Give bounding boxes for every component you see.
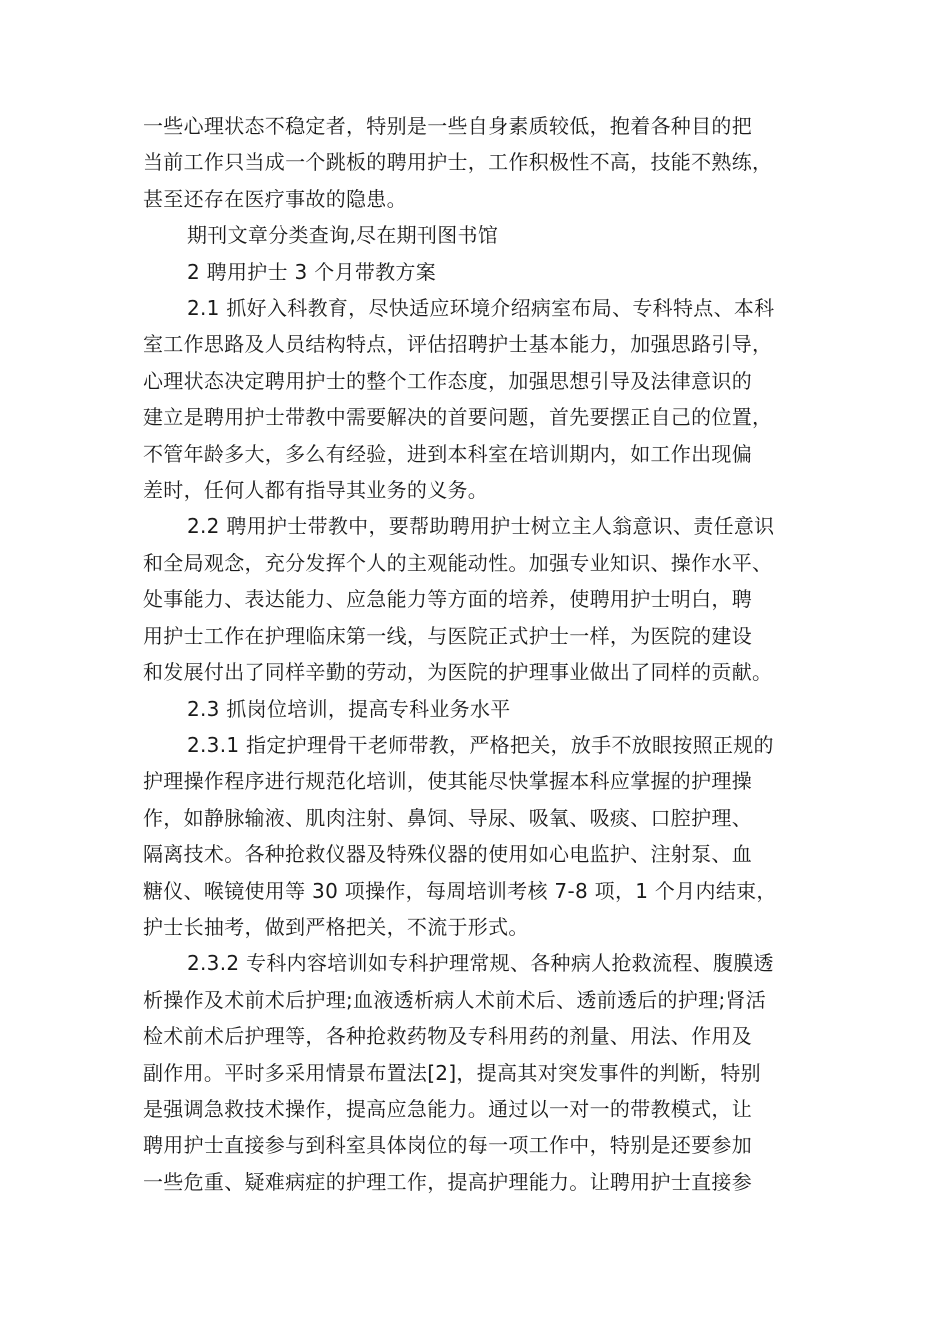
text-line: 糖仪、喉镜使用等 30 项操作，每周培训考核 7-8 项，1 个月内结束， <box>143 878 777 903</box>
text-line: 护士长抽考，做到严格把关，不流于形式。 <box>143 914 529 939</box>
text-line: 2.3 抓岗位培训，提高专科业务水平 <box>187 696 511 721</box>
text-line: 差时，任何人都有指导其业务的义务。 <box>143 478 489 503</box>
text-line: 不管年龄多大，多么有经验，进到本科室在培训期内，如工作出现偏 <box>143 441 752 466</box>
text-line: 一些危重、疑难病症的护理工作，提高护理能力。让聘用护士直接参 <box>143 1169 752 1194</box>
text-line: 一些心理状态不稳定者，特别是一些自身素质较低，抱着各种目的把 <box>143 114 752 138</box>
text-line: 建立是聘用护士带教中需要解决的首要问题，首先要摆正自己的位置， <box>143 405 773 430</box>
text-line: 心理状态决定聘用护士的整个工作态度，加强思想引导及法律意识的 <box>143 368 752 393</box>
text-line: 护理操作程序进行规范化培训，使其能尽快掌握本科应掌握的护理操 <box>143 769 752 794</box>
text-line: 副作用。平时多采用情景布置法[2]，提高其对突发事件的判断，特别 <box>143 1060 761 1085</box>
text-line: 是强调急救技术操作，提高应急能力。通过以一对一的带教模式，让 <box>143 1096 752 1121</box>
text-line: 处事能力、表达能力、应急能力等方面的培养，使聘用护士明白，聘 <box>143 587 752 612</box>
text-line: 聘用护士直接参与到科室具体岗位的每一项工作中，特别是还要参加 <box>143 1133 752 1158</box>
document-body <box>143 108 833 1200</box>
text-line: 2 聘用护士 3 个月带教方案 <box>187 259 437 284</box>
paragraph <box>143 691 833 727</box>
text-line: 用护士工作在护理临床第一线，与医院正式护士一样，为医院的建设 <box>143 623 752 648</box>
text-line: 甚至还存在医疗事故的隐患。 <box>143 186 407 211</box>
text-line: 期刊文章分类查询,尽在期刊图书馆 <box>187 223 499 248</box>
text-line: 2.1 抓好入科教育，尽快适应环境介绍病室布局、专科特点、本科 <box>187 296 775 321</box>
text-line: 2.3.2 专科内容培训如专科护理常规、各种病人抢救流程、腹膜透 <box>187 951 774 976</box>
paragraph <box>143 508 833 690</box>
text-line: 和发展付出了同样辛勤的劳动，为医院的护理事业做出了同样的贡献。 <box>143 660 773 685</box>
text-line: 2.3.1 指定护理骨干老师带教，严格把关，放手不放眼按照正规的 <box>187 732 774 757</box>
paragraph <box>143 945 833 1200</box>
paragraph <box>143 108 833 217</box>
text-line: 和全局观念，充分发挥个人的主观能动性。加强专业知识、操作水平、 <box>143 550 773 575</box>
paragraph <box>143 727 833 945</box>
text-line: 2.2 聘用护士带教中，要帮助聘用护士树立主人翁意识、责任意识 <box>187 514 775 539</box>
text-line: 析操作及术前术后护理;血液透析病人术前术后、透前透后的护理;肾活 <box>143 987 767 1012</box>
text-line: 作，如静脉输液、肌肉注射、鼻饲、导尿、吸氧、吸痰、口腔护理、 <box>143 805 752 830</box>
text-line: 隔离技术。各种抢救仪器及特殊仪器的使用如心电监护、注射泵、血 <box>143 842 752 867</box>
paragraph <box>143 290 833 508</box>
text-line: 室工作思路及人员结构特点，评估招聘护士基本能力，加强思路引导， <box>143 332 773 357</box>
paragraph <box>143 254 833 290</box>
text-line: 检术前术后护理等，各种抢救药物及专科用药的剂量、用法、作用及 <box>143 1024 752 1049</box>
text-line: 当前工作只当成一个跳板的聘用护士，工作积极性不高，技能不熟练， <box>143 150 773 175</box>
paragraph <box>143 217 833 253</box>
